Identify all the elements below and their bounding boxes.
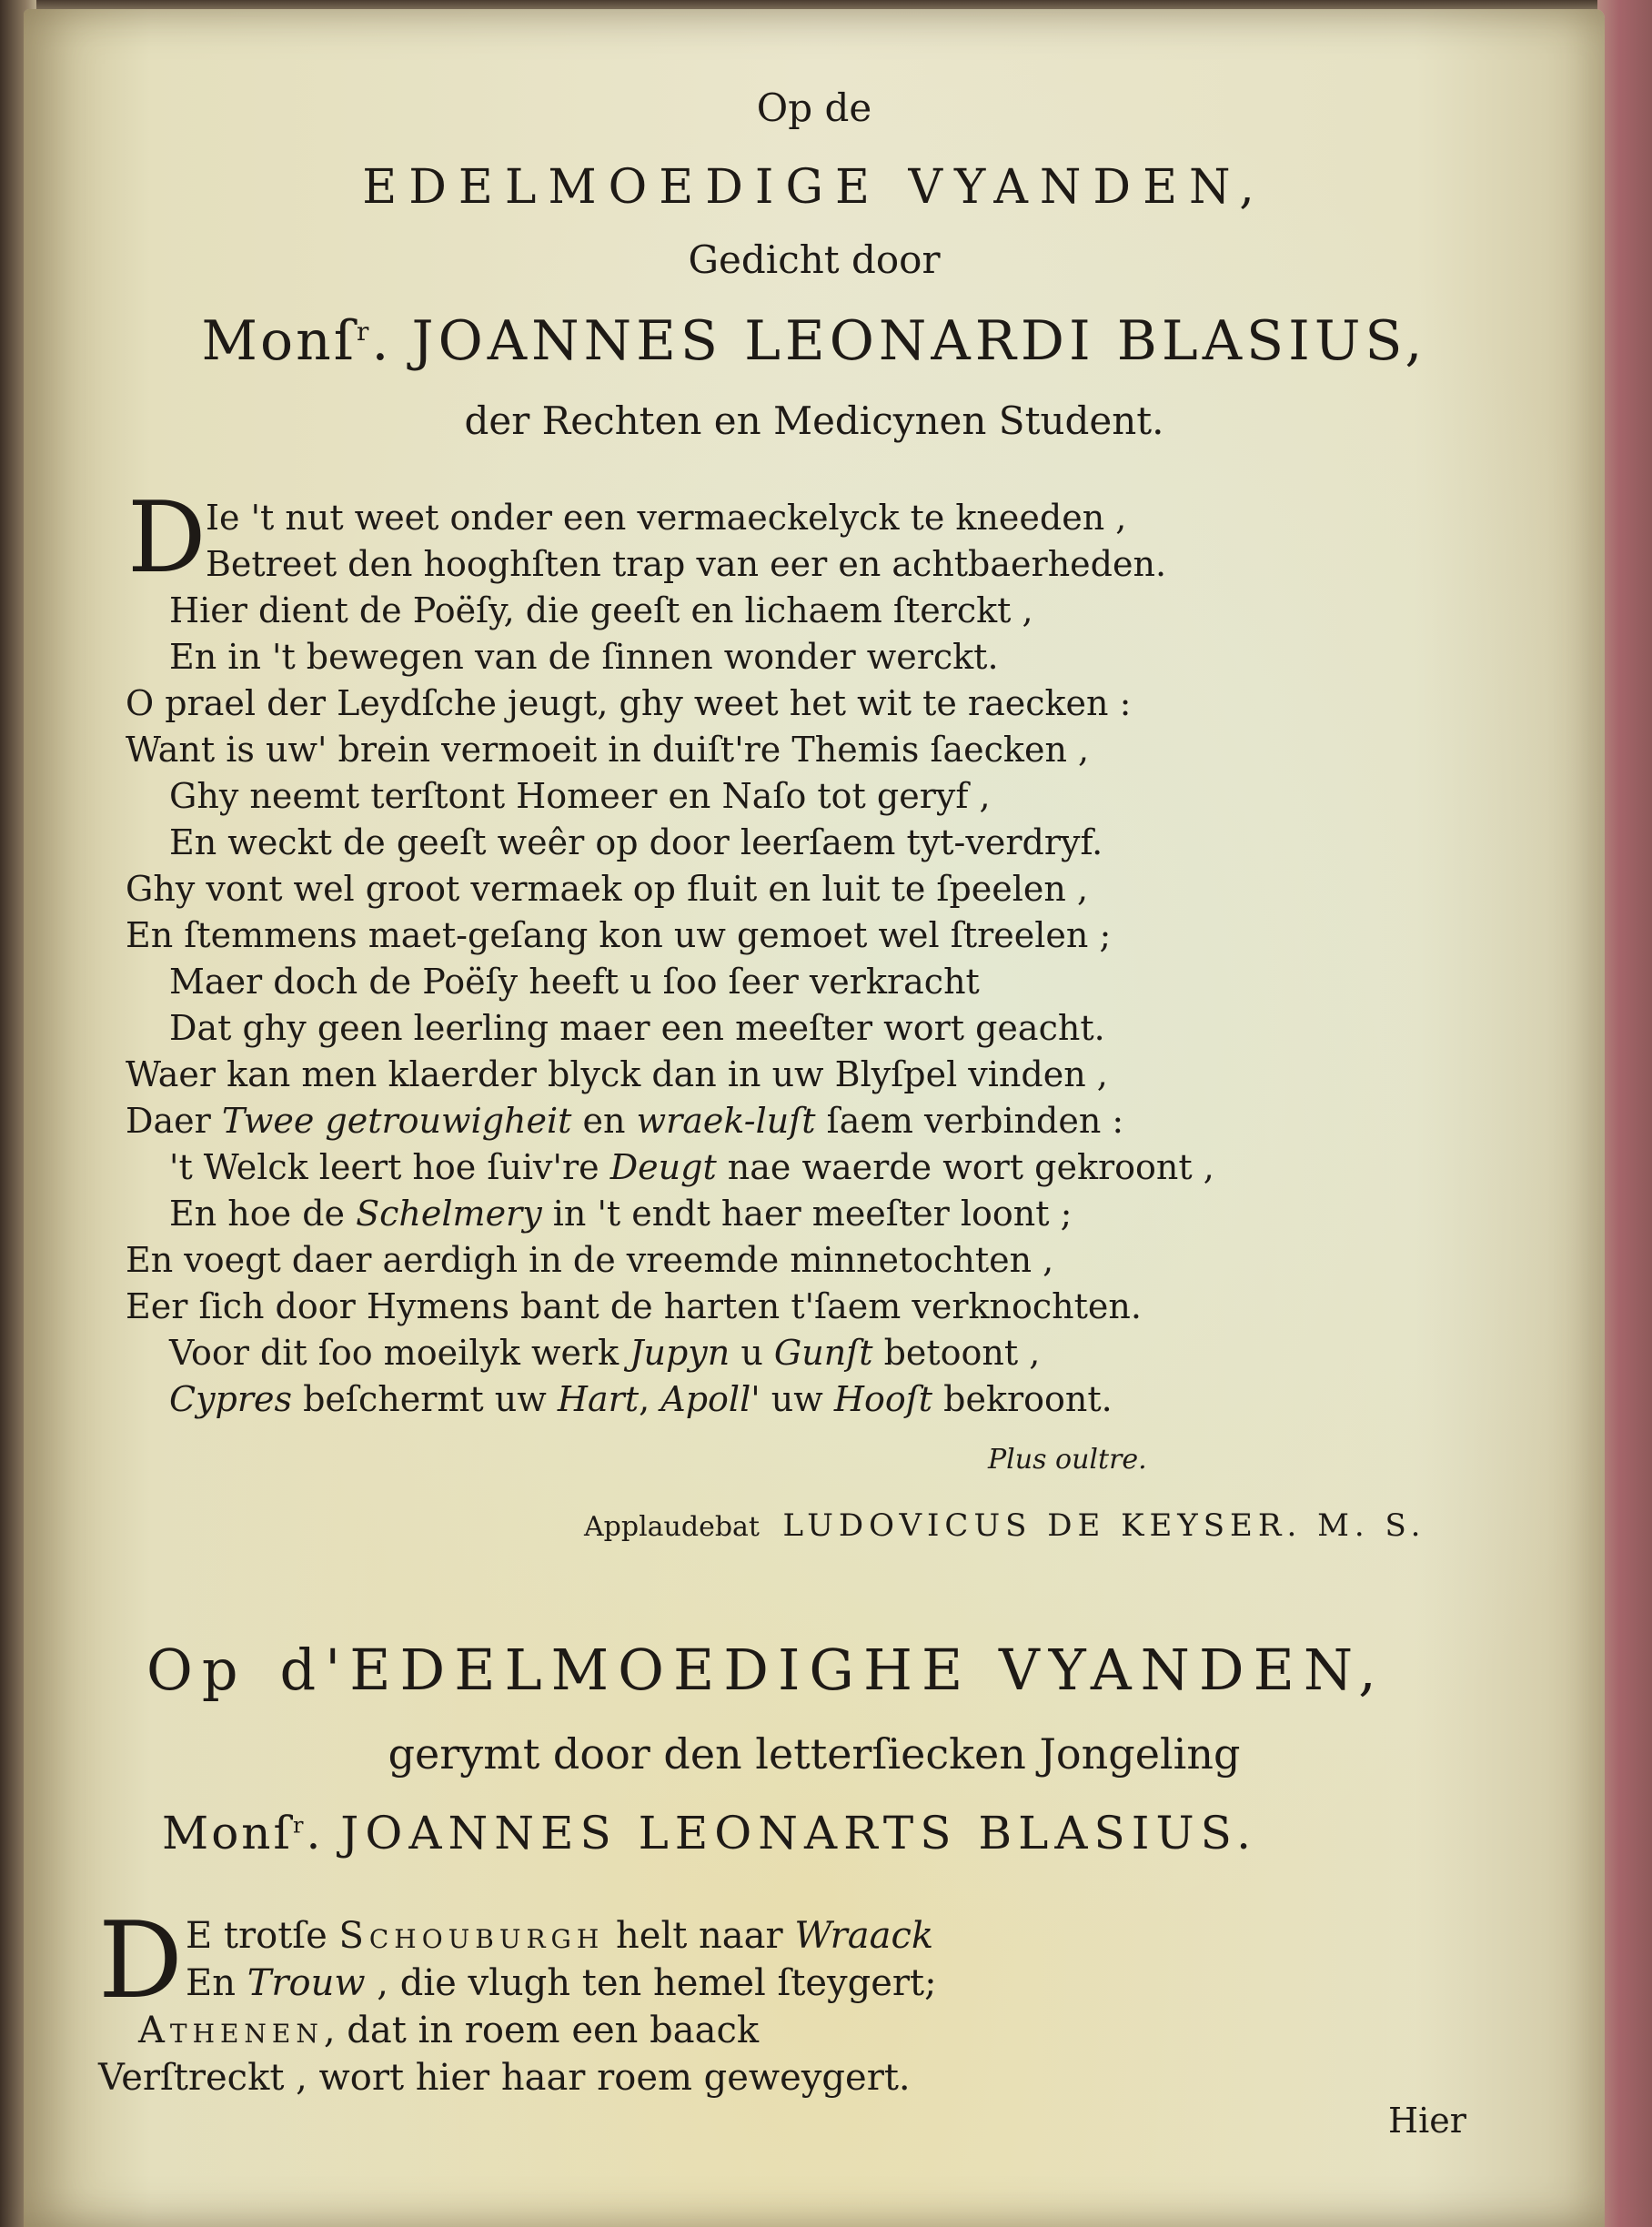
poem2-byline: gerymt door den letterſiecken Jongeling bbox=[388, 1729, 1241, 1779]
verse-line-19 bbox=[169, 1333, 1041, 1373]
verse-text: bekroont. bbox=[932, 1379, 1113, 1419]
poem1-byline: Gedicht door bbox=[688, 237, 941, 282]
applaud-word: Applaudebat bbox=[584, 1511, 760, 1543]
verse-line-3: Hier dient de Poëſy, die geeſt en lichaem ſterckt , bbox=[169, 590, 1033, 630]
catchword: Hier bbox=[1388, 2101, 1466, 2141]
verse-line-15 bbox=[169, 1147, 1214, 1187]
verse-line-18: Eer ſich door Hymens bant de harten t'ſaem verknochten. bbox=[126, 1286, 1142, 1326]
verse-line-16 bbox=[169, 1194, 1073, 1234]
verse-text: 't Welck leert hoe ſuiv're bbox=[169, 1147, 610, 1187]
verse-italic: Hooſt bbox=[833, 1379, 933, 1419]
applaud-line bbox=[584, 1507, 1426, 1544]
verse-text: helt naar bbox=[604, 1915, 795, 1957]
verse-line-9: Ghy vont wel groot vermaek op fluit en luit te ſpeelen , bbox=[126, 869, 1089, 909]
author-prefix-sup: r bbox=[356, 317, 372, 347]
verse-line-13: Waer kan men klaerder blyck dan in uw Blyſpel vinden , bbox=[126, 1054, 1108, 1094]
verse-italic: Trouw bbox=[247, 1962, 366, 2004]
poem1-title: EDELMOEDIGE VYANDEN, bbox=[362, 160, 1266, 215]
verse-line-1: Ie 't nut weet onder een vermaeckelyck te kneeden , bbox=[206, 498, 1127, 538]
poem2-title-main: d'EDELMOEDIGHE VYANDEN, bbox=[279, 1637, 1385, 1703]
author-name: JOANNES LEONARTS BLASIUS. bbox=[340, 1807, 1257, 1859]
verse-text: , dat in roem een baack bbox=[323, 2010, 760, 2051]
author-prefix: Monſ bbox=[201, 309, 357, 373]
verse-text: en bbox=[571, 1101, 637, 1141]
verse-smallcaps: Schouburgh bbox=[338, 1915, 605, 1957]
verse-text: betoont , bbox=[872, 1333, 1041, 1373]
verse-line-5: O prael der Leydſche jeugt, ghy weet het wit te raecken : bbox=[126, 683, 1132, 723]
poem1-author: Monſ$^r$. JOANNES LEONARDI BLASIUS, bbox=[201, 309, 1427, 373]
verse-line-11: Maer doch de Poëſy heeft u ſoo ſeer verkracht bbox=[169, 962, 980, 1002]
verse-text: in 't endt haer meeſter loont ; bbox=[541, 1194, 1073, 1234]
verse-italic: Twee getrouwigheit bbox=[221, 1101, 572, 1141]
poem2-line-2 bbox=[186, 1962, 937, 2004]
author-prefix-sup: r bbox=[293, 1812, 307, 1839]
verse-text: Daer bbox=[126, 1101, 222, 1141]
author-prefix: Monſ bbox=[162, 1807, 294, 1859]
verse-text: nae waerde wort gekroont , bbox=[716, 1147, 1214, 1187]
poem2-title bbox=[146, 1637, 1385, 1703]
verse-italic: Cypres bbox=[169, 1379, 293, 1419]
verse-italic: Jupyn bbox=[630, 1333, 730, 1373]
verse-line-8: En weckt de geeſt weêr op door leerſaem tyt-verdryf. bbox=[169, 822, 1103, 862]
poem1-author-description: der Rechten en Medicynen Student. bbox=[464, 398, 1164, 443]
verse-italic: Apoll' bbox=[660, 1379, 761, 1419]
book-page bbox=[24, 9, 1605, 2227]
verse-line-17: En voegt daer aerdigh in de vreemde minnetochten , bbox=[126, 1240, 1054, 1280]
verse-text: beſchermt uw bbox=[292, 1379, 558, 1419]
verse-line-6: Want is uw' brein vermoeit in duiſt're Themis ſaecken , bbox=[126, 730, 1090, 770]
verse-line-7: Ghy neemt terſtont Homeer en Naſo tot geryf , bbox=[169, 776, 991, 816]
motto: Plus oultre. bbox=[988, 1444, 1147, 1476]
poem2-line-1 bbox=[186, 1915, 934, 1957]
verse-line-4: En in 't bewegen van de ſinnen wonder werckt. bbox=[169, 637, 999, 677]
verse-line-12: Dat ghy geen leerling maer een meeſter wort geacht. bbox=[169, 1008, 1105, 1048]
poem2-author: Monſ$^r$. JOANNES LEONARTS BLASIUS. bbox=[162, 1807, 1257, 1859]
verse-line-14 bbox=[126, 1101, 1124, 1141]
author-name: JOANNES LEONARDI BLASIUS, bbox=[411, 309, 1427, 373]
verse-italic: Hart bbox=[557, 1379, 640, 1419]
verse-line-20 bbox=[169, 1379, 1113, 1419]
verse-italic: Gunſt bbox=[773, 1333, 873, 1373]
background-right-cloth bbox=[1597, 0, 1652, 2227]
verse-text: Voor dit ſoo moeilyk werk bbox=[169, 1333, 630, 1373]
verse-text: u bbox=[730, 1333, 774, 1373]
verse-italic: wraek-luſt bbox=[636, 1101, 816, 1141]
verse-text: , bbox=[639, 1379, 661, 1419]
verse-italic: Deugt bbox=[609, 1147, 717, 1187]
verse-text: En bbox=[186, 1962, 247, 2004]
verse-text: uw bbox=[760, 1379, 834, 1419]
poem2-line-3 bbox=[138, 2012, 759, 2049]
verse-text: ſaem verbinden : bbox=[815, 1101, 1124, 1141]
heading-op-de: Op de bbox=[756, 86, 872, 130]
verse-italic: Wraack bbox=[794, 1915, 934, 1957]
poem2-title-op: Op bbox=[146, 1637, 247, 1703]
verse-line-2: Betreet den hooghſten trap van eer en achtbaerheden. bbox=[206, 544, 1167, 584]
applaud-name: LUDOVICUS DE KEYSER. M. S. bbox=[782, 1507, 1426, 1544]
poem2-drop-cap: D bbox=[98, 1900, 184, 2022]
verse-text: , die vlugh ten hemel ſteygert; bbox=[365, 1962, 937, 2004]
verse-line-10: En ſtemmens maet-geſang kon uw gemoet wel ſtreelen ; bbox=[126, 915, 1112, 955]
verse-smallcaps: Athenen bbox=[138, 2010, 324, 2051]
poem2-line-4: Verſtreckt , wort hier haar roem geweygert. bbox=[98, 2057, 911, 2099]
poem1-drop-cap: D bbox=[127, 481, 206, 595]
verse-text: En hoe de bbox=[169, 1194, 357, 1234]
verse-text: E trotſe bbox=[186, 1915, 339, 1957]
verse-italic: Schelmery bbox=[356, 1194, 542, 1234]
